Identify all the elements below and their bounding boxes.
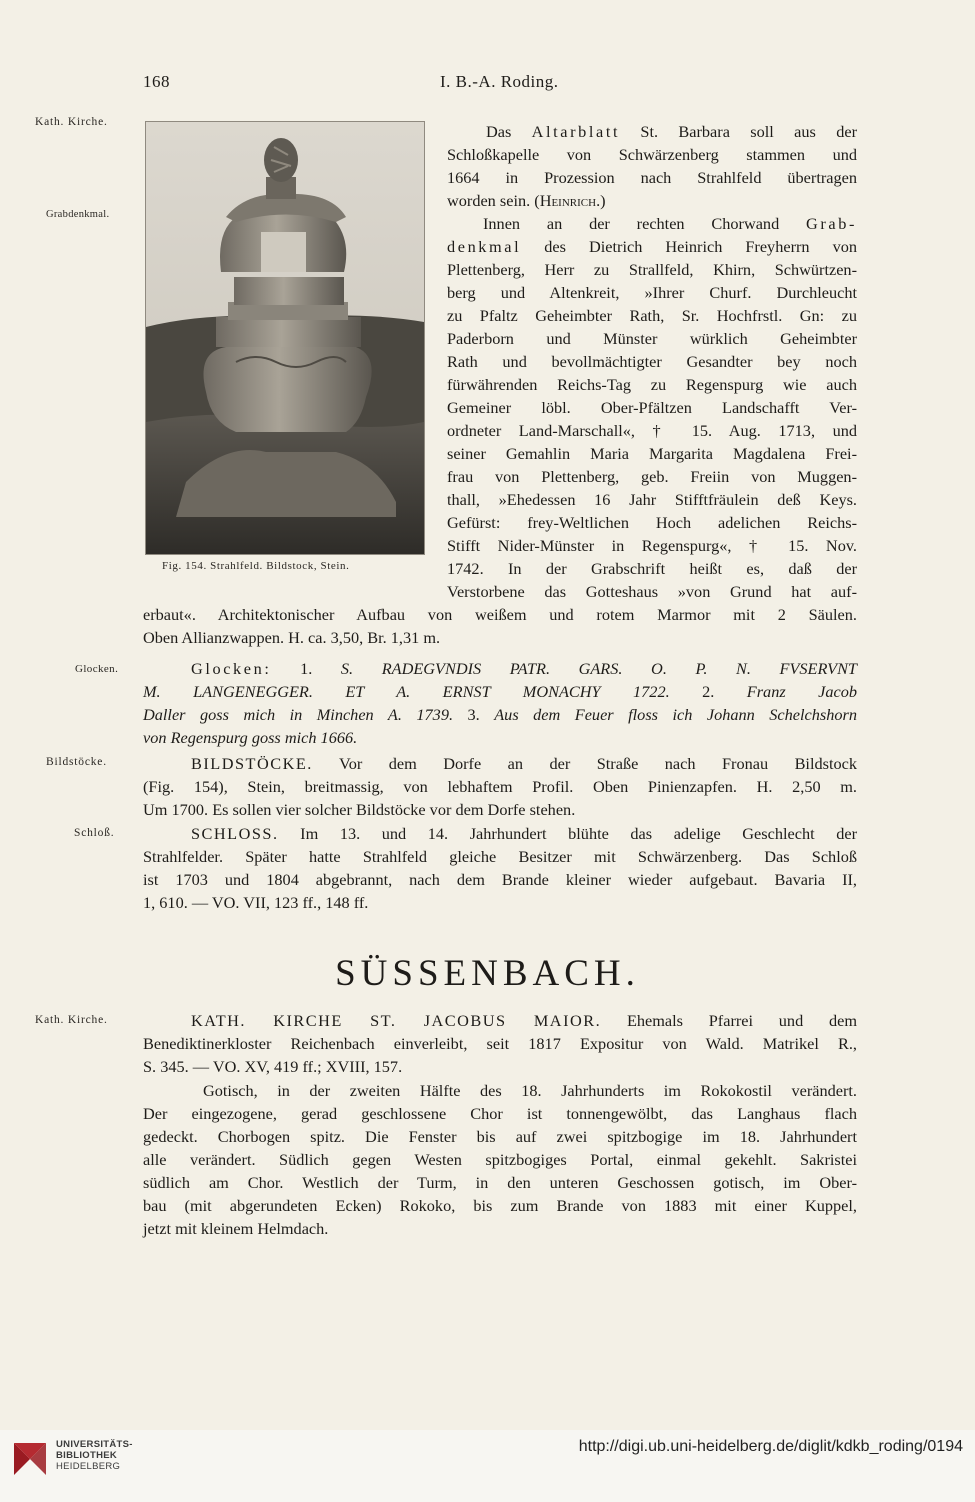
text-line bbox=[143, 1079, 857, 1102]
text-line bbox=[143, 1009, 857, 1032]
text-line: Plettenberg, Herr zu Strallfeld, Khirn, Schwürtzen- bbox=[447, 260, 857, 279]
library-name-line: HEIDELBERG bbox=[56, 1461, 121, 1472]
text-line: ordneter Land-Marschall«, † 15. Aug. 1713, und bbox=[447, 421, 857, 440]
bildstoecke-paragraph bbox=[143, 752, 857, 821]
altarblatt-paragraph bbox=[447, 120, 857, 212]
text-line bbox=[447, 189, 857, 212]
text-line: Rath und bevollmächtigter Gesandter bey noch bbox=[447, 352, 857, 371]
text-line bbox=[447, 235, 857, 258]
grabdenkmal-paragraph bbox=[447, 212, 857, 603]
text-line bbox=[447, 120, 857, 143]
text-line bbox=[143, 703, 857, 726]
bell-inscription: Daller goss mich in Minchen A. 1739. bbox=[143, 705, 454, 724]
text-line bbox=[143, 822, 857, 845]
bildstock-photograph bbox=[145, 121, 425, 555]
text-line: zu Pfaltz Geheimbter Rath, Sr. Hochfrstl. Gn: zu bbox=[447, 306, 857, 325]
text-line: Stifft Nider-Münster in Regenspurg«, † 15. Nov. bbox=[447, 536, 857, 555]
library-name-line: UNIVERSITÄTS- bbox=[56, 1439, 133, 1450]
grabdenkmal-paragraph-continued bbox=[143, 603, 857, 649]
text-fragment: Innen an der rechten Chorwand bbox=[483, 214, 807, 233]
text-fragment: worden sein. ( bbox=[447, 191, 540, 210]
section-label-glocken: Glocken: bbox=[191, 659, 272, 678]
text-line: Gemeiner löbl. Ober-Pfältzen Landschafft Ver- bbox=[447, 398, 857, 417]
library-name-line: BIBLIOTHEK bbox=[56, 1450, 118, 1461]
text-line: thall, »Ehedessen 16 Jahr Stifftfräulein deß Keys. bbox=[447, 490, 857, 509]
text-line: jetzt mit kleinem Helmdach. bbox=[143, 1219, 329, 1238]
page-number: 168 bbox=[143, 72, 170, 91]
section-label-kirche: KATH. KIRCHE ST. JACOBUS MAIOR. bbox=[191, 1011, 602, 1030]
text-line: Um 1700. Es sollen vier solcher Bildstöcke vor dem Dorfe stehen. bbox=[143, 800, 576, 819]
text-fragment: Das bbox=[486, 122, 532, 141]
text-line: berg und Altenkreit, »Ihrer Churf. Durchleucht bbox=[447, 283, 857, 302]
text-line: Der eingezogene, gerad geschlossene Chor ist tonnengewölbt, das Langhaus flach bbox=[143, 1104, 857, 1123]
spaced-term-altarblatt: Altarblatt bbox=[531, 122, 621, 141]
text-fragment: Im 13. und 14. Jahrhundert blühte das adelige Geschlecht der bbox=[278, 824, 857, 843]
figure-caption: Fig. 154. Strahlfeld. Bildstock, Stein. bbox=[162, 560, 350, 572]
text-fragment: .) bbox=[596, 191, 606, 210]
bell-inscription: von Regenspurg goss mich 1666. bbox=[143, 728, 358, 747]
text-line: Verstorbene das Gotteshaus »von Grund hat auf- bbox=[447, 582, 857, 601]
text-line: erbaut«. Architektonischer Aufbau von weißem und rotem Marmor mit 2 Säulen. bbox=[143, 605, 857, 624]
text-line: gedeckt. Chorbogen spitz. Die Fenster bis auf zwei spitzbogige im 18. Jahrhundert bbox=[143, 1127, 857, 1146]
bildstock-image bbox=[146, 122, 424, 554]
text-line: 1742. In der Grabschrift heißt es, daß der bbox=[447, 559, 857, 578]
text-line: Gefürst: frey-Weltlichen Hoch adelichen Reichs- bbox=[447, 513, 857, 532]
library-name[interactable] bbox=[56, 1439, 133, 1472]
text-fragment: 2. bbox=[669, 682, 747, 701]
margin-note-schloss: Schloß. bbox=[74, 827, 115, 839]
text-line: (Fig. 154), Stein, breitmassig, von lebhaftem Profil. Oben Pinienzapfen. H. 2,50 m. bbox=[143, 777, 857, 796]
bell-inscription: Aus dem Feuer floss ich Johann Schelchshorn bbox=[494, 705, 857, 724]
spaced-term: denkmal bbox=[447, 237, 522, 256]
author-name: Heinrich bbox=[539, 191, 597, 210]
text-line bbox=[447, 212, 857, 235]
text-line bbox=[143, 657, 857, 680]
source-url-link[interactable]: http://digi.ub.uni-heidelberg.de/diglit/kdkb_roding/0194 bbox=[578, 1438, 963, 1455]
schloss-paragraph bbox=[143, 822, 857, 914]
text-fragment: Gotisch, in der zweiten Hälfte des 18. Jahrhunderts im Rokokostil verändert. bbox=[203, 1081, 857, 1100]
gotisch-paragraph bbox=[143, 1079, 857, 1240]
text-line: südlich am Chor. Westlich der Turm, in den unteren Geschossen gotisch, im Ober- bbox=[143, 1173, 857, 1192]
section-label-schloss: SCHLOSS. bbox=[191, 824, 279, 843]
text-line: ist 1703 und 1804 abgebrannt, nach dem Brande kleiner wieder aufgebaut. Bavaria II, bbox=[143, 870, 857, 889]
section-label-bildstoecke: BILDSTÖCKE. bbox=[191, 754, 313, 773]
margin-note-kath-kirche: Kath. Kirche. bbox=[35, 116, 108, 128]
text-line: Strahlfelder. Später hatte Strahlfeld gleiche Besitzer mit Schwärzenberg. Das Schloß bbox=[143, 847, 857, 866]
glocken-paragraph bbox=[143, 657, 857, 749]
text-line: Paderborn und Münster würklich Geheimbter bbox=[447, 329, 857, 348]
text-line: 1, 610. — VO. VII, 123 ff., 148 ff. bbox=[143, 893, 369, 912]
spaced-term: Grab- bbox=[806, 214, 857, 233]
bell-inscription: M. LANGENEGGER. ET A. ERNST MONACHY 1722. bbox=[143, 682, 670, 701]
section-title: SÜSSENBACH. bbox=[335, 953, 640, 994]
text-fragment: 3. bbox=[453, 705, 495, 724]
margin-note-bildstoecke: Bildstöcke. bbox=[46, 756, 107, 768]
text-line: fürwährenden Reichs-Tag zu Regenspurg wie auch bbox=[447, 375, 857, 394]
text-line: Benediktinerkloster Reichenbach einverleibt, seit 1817 Expositur von Wald. Matrikel R., bbox=[143, 1034, 857, 1053]
text-line: Oben Allianzwappen. H. ca. 3,50, Br. 1,31 m. bbox=[143, 628, 441, 647]
text-line: 1664 in Prozession nach Strahlfeld übertragen bbox=[447, 168, 857, 187]
text-fragment: Ehemals Pfarrei und dem bbox=[601, 1011, 857, 1030]
text-fragment: 1. bbox=[271, 659, 341, 678]
text-fragment: St. Barbara soll aus der bbox=[620, 122, 857, 141]
text-line bbox=[143, 752, 857, 775]
text-line bbox=[143, 680, 857, 703]
margin-note-kath-kirche-2: Kath. Kirche. bbox=[35, 1014, 108, 1026]
university-library-logo-icon[interactable] bbox=[10, 1437, 50, 1482]
text-line: frau von Plettenberg, geb. Freiin von Muggen- bbox=[447, 467, 857, 486]
bell-inscription: Franz Jacob bbox=[746, 682, 857, 701]
text-fragment: des Dietrich Heinrich Freyherrn von bbox=[521, 237, 857, 256]
kirche-paragraph bbox=[143, 1009, 857, 1078]
text-line: bau (mit abgerundeten Ecken) Rokoko, bis zum Brande von 1883 mit einer Kuppel, bbox=[143, 1196, 857, 1215]
text-line: Schloßkapelle von Schwärzenberg stammen und bbox=[447, 145, 857, 164]
margin-note-grabdenkmal: Grabdenkmal. bbox=[46, 209, 110, 220]
running-title: I. B.-A. Roding. bbox=[440, 72, 559, 91]
bell-inscription: S. RADEGVNDIS PATR. GARS. O. P. N. FVSERVNT bbox=[340, 659, 857, 678]
text-line: alle verändert. Südlich gegen Westen spitzbogiges Portal, einmal gekehlt. Sakristei bbox=[143, 1150, 857, 1169]
text-line: S. 345. — VO. XV, 419 ff.; XVIII, 157. bbox=[143, 1057, 403, 1076]
margin-note-glocken: Glocken. bbox=[75, 663, 119, 675]
text-line: seiner Gemahlin Maria Margarita Magdalena Frei- bbox=[447, 444, 857, 463]
text-fragment: Vor dem Dorfe an der Straße nach Fronau Bildstock bbox=[312, 754, 857, 773]
